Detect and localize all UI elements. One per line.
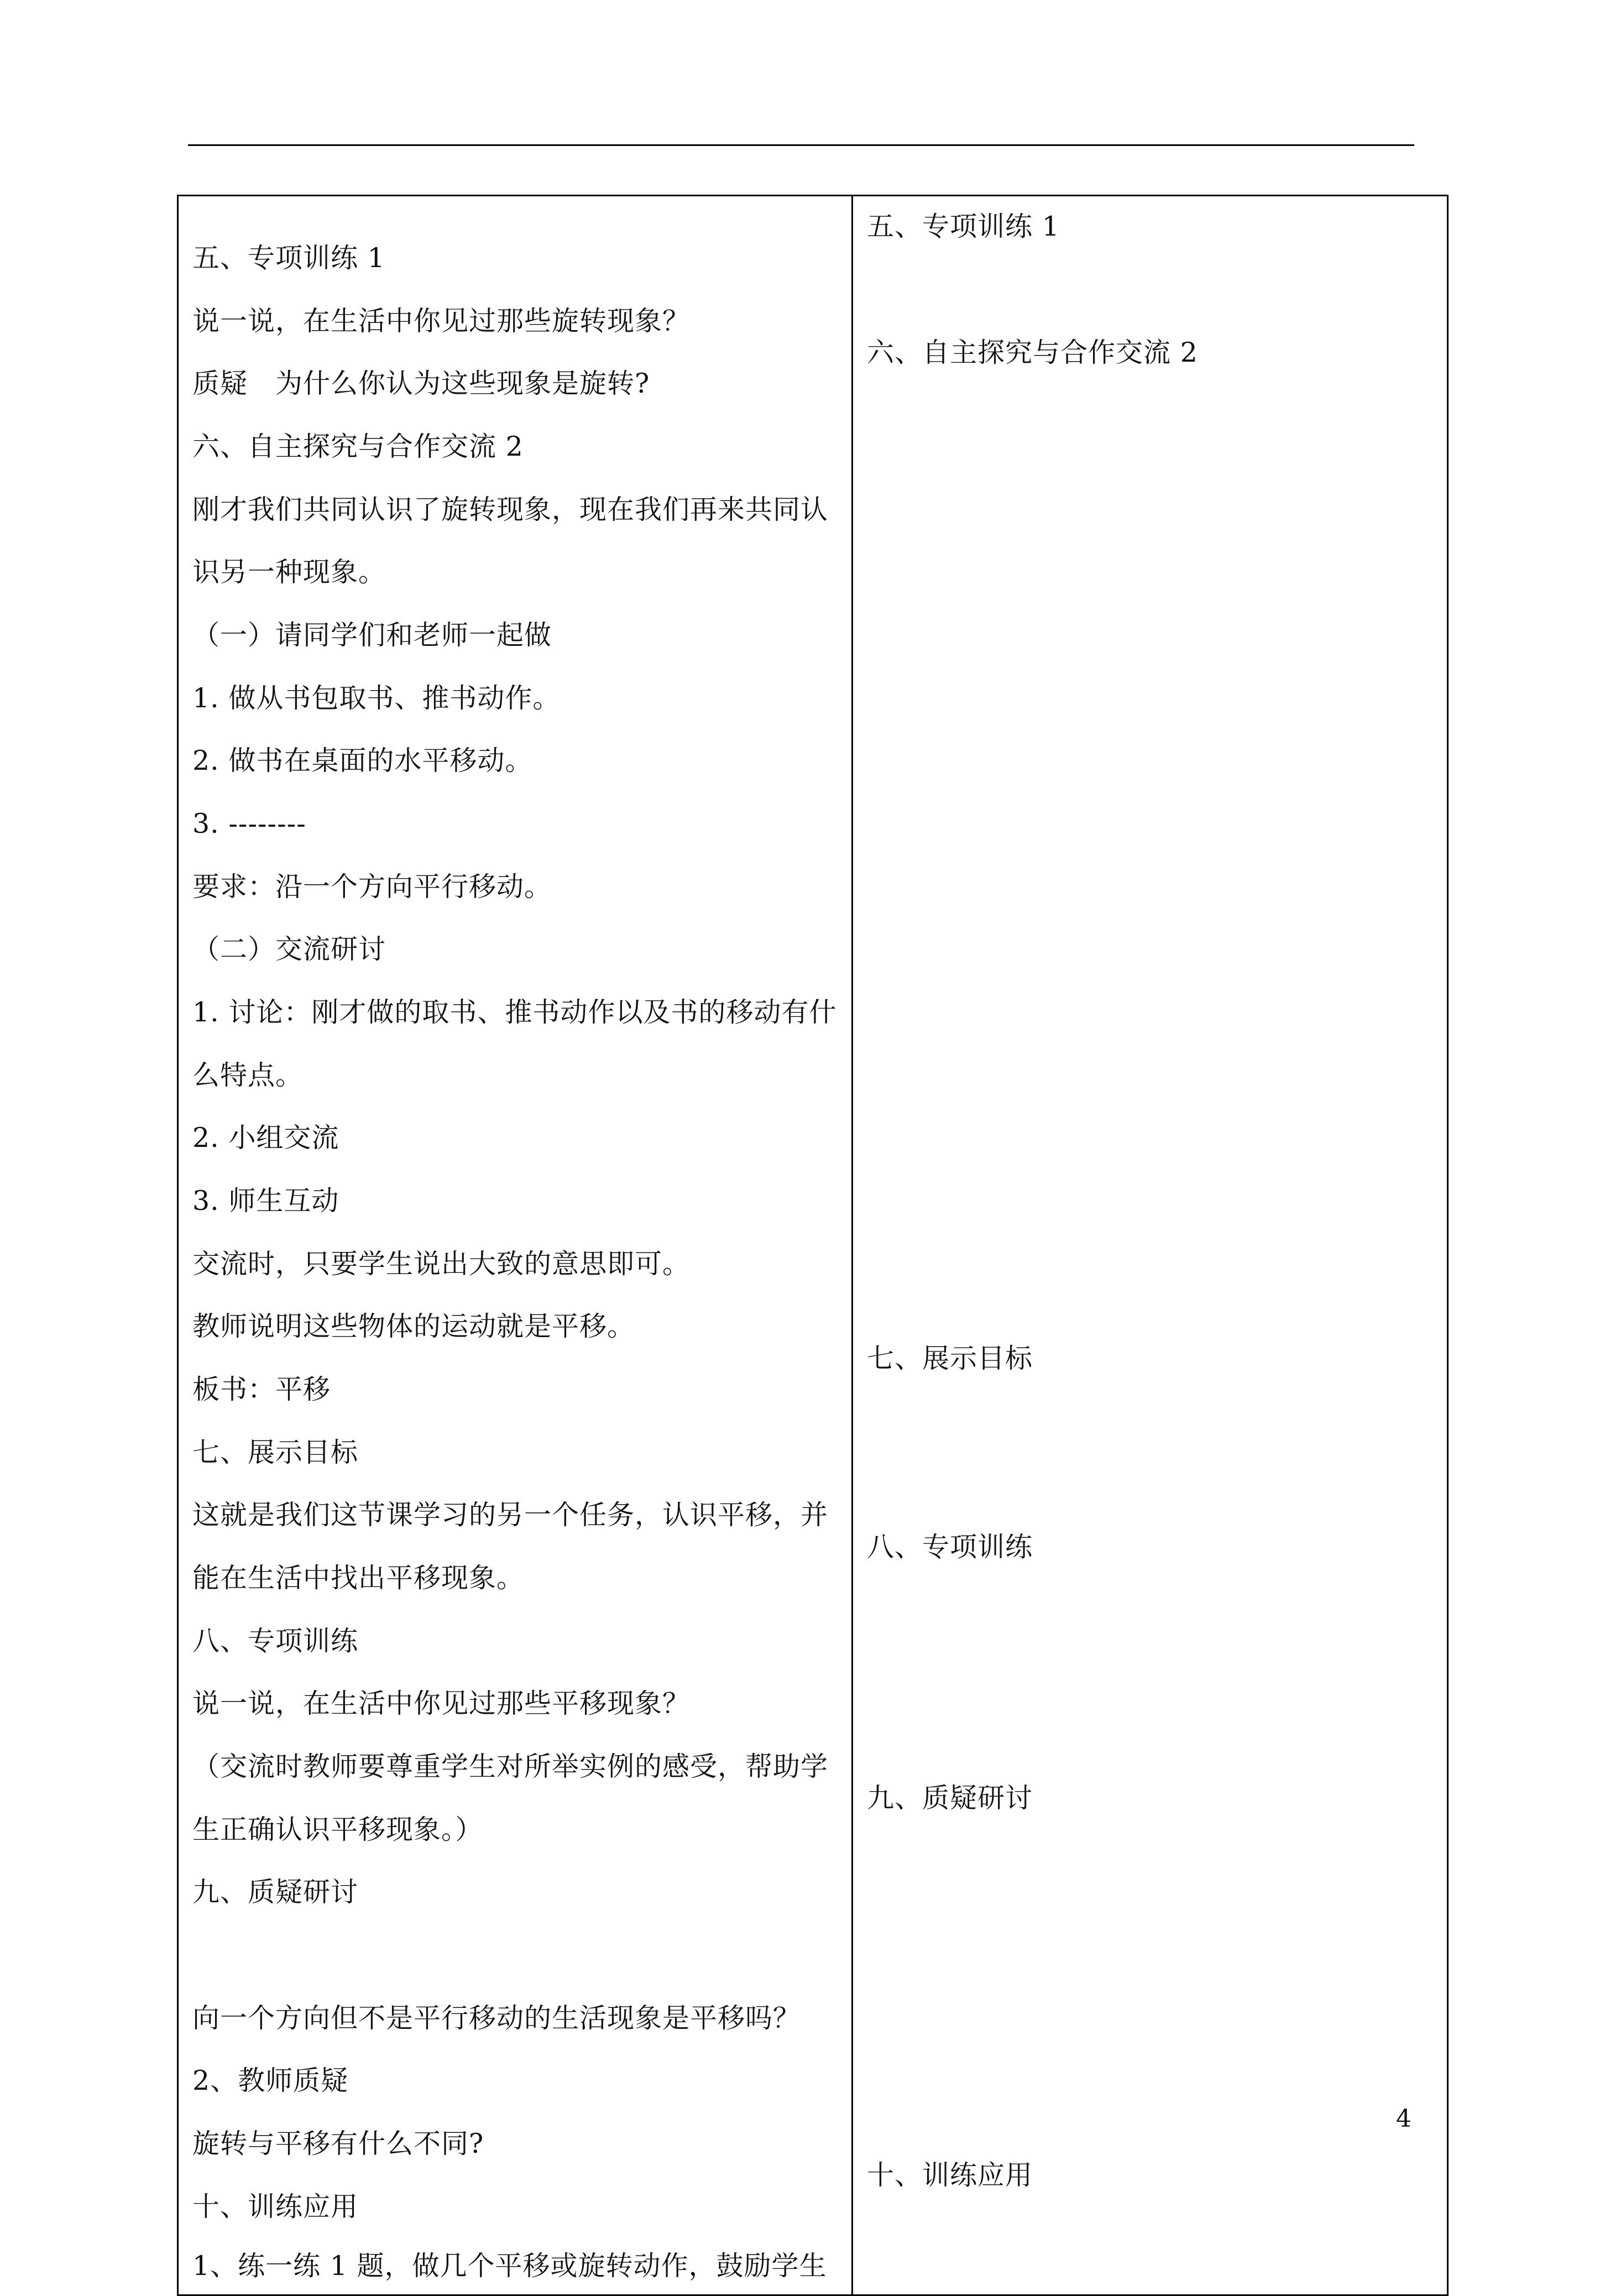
text-line: 2. 做书在桌面的水平移动。 xyxy=(192,745,533,776)
text-line: 质疑 为什么你认为这些现象是旋转? xyxy=(192,368,650,399)
section-heading: 五、专项训练 1 xyxy=(867,211,1060,242)
section-heading: 五、专项训练 1 xyxy=(192,242,385,274)
text-line: （交流时教师要尊重学生对所举实例的感受，帮助学 xyxy=(192,1751,829,1782)
section-heading: 七、展示目标 xyxy=(192,1437,359,1468)
section-heading: 十、训练应用 xyxy=(192,2191,359,2222)
text-line: 要求：沿一个方向平行移动。 xyxy=(192,871,552,902)
text-line: 说一说，在生活中你见过那些平移现象？ xyxy=(192,1688,691,1719)
text-line: 说一说，在生活中你见过那些旋转现象？ xyxy=(192,305,691,337)
text-line: 2. 小组交流 xyxy=(192,1122,339,1154)
section-heading: 六、自主探究与合作交流 2 xyxy=(867,337,1198,368)
text-line: （一）请同学们和老师一起做 xyxy=(192,619,552,651)
text-line: 1. 做从书包取书、推书动作。 xyxy=(192,682,561,714)
text-line: 3. -------- xyxy=(192,808,306,839)
section-heading: 七、展示目标 xyxy=(867,1343,1033,1374)
section-heading: 六、自主探究与合作交流 2 xyxy=(192,431,524,462)
section-heading: 九、质疑研讨 xyxy=(867,1782,1033,1814)
text-line: 2、教师质疑 xyxy=(192,2065,349,2096)
header-rule xyxy=(188,144,1414,146)
page-number: 4 xyxy=(1396,2105,1411,2133)
text-line: 教师说明这些物体的运动就是平移。 xyxy=(192,1311,635,1342)
text-line: 这就是我们这节课学习的另一个任务，认识平移，并 xyxy=(192,1499,829,1531)
section-heading: 八、专项训练 xyxy=(867,1531,1033,1563)
text-line: 旋转与平移有什么不同? xyxy=(192,2128,484,2159)
text-line: 能在生活中找出平移现象。 xyxy=(192,1562,525,1594)
text-line: 刚才我们共同认识了旋转现象，现在我们再来共同认 xyxy=(192,494,829,525)
text-line: 1、练一练 1 题，做几个平移或旋转动作，鼓励学生 xyxy=(192,2250,827,2282)
text-line: 生正确认识平移现象。） xyxy=(192,1814,483,1845)
column-divider xyxy=(851,195,853,2296)
section-heading: 十、训练应用 xyxy=(867,2159,1033,2191)
text-line: 识另一种现象。 xyxy=(192,556,386,588)
text-line: 向一个方向但不是平行移动的生活现象是平移吗？ xyxy=(192,2002,801,2034)
text-line: 板书：平移 xyxy=(192,1374,331,1405)
text-line: 3. 师生互动 xyxy=(192,1185,339,1217)
text-line: 交流时，只要学生说出大致的意思即可。 xyxy=(192,1248,691,1280)
text-line: （二）交流研讨 xyxy=(192,933,386,965)
text-line: 1. 讨论：刚才做的取书、推书动作以及书的移动有什 xyxy=(192,996,837,1028)
section-heading: 九、质疑研讨 xyxy=(192,1876,359,1908)
section-heading: 八、专项训练 xyxy=(192,1625,359,1657)
text-line: 么特点。 xyxy=(192,1060,304,1091)
